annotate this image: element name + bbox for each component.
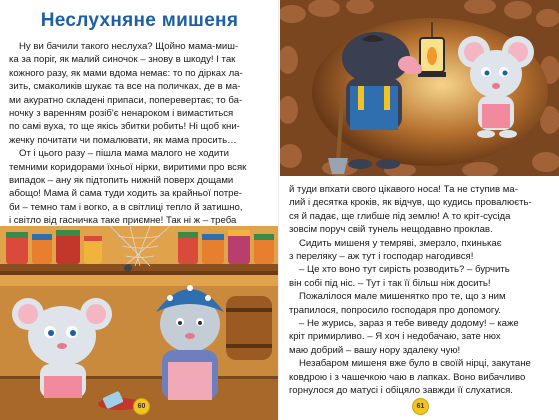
text-line: – Це хто воно тут сирість розводить? – бурчить xyxy=(299,264,510,276)
text-line: зовсім поруч свій тунель нещодавно проклав. xyxy=(289,224,493,236)
page-number-badge: 60 xyxy=(133,398,150,415)
text-line: і світло від гасничка таке приємне! Так ні ж – треба xyxy=(9,215,237,227)
tunnel-illustration xyxy=(280,0,559,176)
story-title: Неслухняне мишеня xyxy=(40,10,239,31)
text-line: з переляку – аж тут і господар нагодився! xyxy=(289,251,474,263)
text-line: по самі вуха, то ще якісь збитки робить! Ні щоб кни- xyxy=(9,121,240,133)
text-line: лий і десятка кроків, як відчув, що кудись провалюєть- xyxy=(289,197,532,209)
text-line: горнулося до матусі і обіцяло завжди її слухатися. xyxy=(289,385,513,397)
text-line: Ну ви бачили такого неслуха? Щойно мама-миш- xyxy=(19,41,239,52)
text-line: Сидить мишеня у темряві, змерзло, пхинькає xyxy=(299,237,502,249)
left-page-text xyxy=(9,40,271,228)
left-page xyxy=(0,0,279,420)
text-line: зить, смаколиків шукає та все на поличках, де в ма- xyxy=(9,81,241,93)
right-page-text xyxy=(289,183,553,398)
text-line: Пожалілося мале мишенятко про те, що з ним xyxy=(299,291,506,303)
text-line: От і цього разу – пішла мама малого не ходити xyxy=(19,148,229,160)
pantry-illustration xyxy=(0,226,279,420)
text-line: темними коридорами їхньої нірки, виритими про всяк xyxy=(9,161,247,173)
right-page xyxy=(280,0,559,420)
text-line: Незабаром мишеня вже було в своїй нірці, закутане xyxy=(299,358,531,370)
text-line: – Не журись, зараз я тебе виведу додому! – каже xyxy=(299,318,519,330)
text-line: він собі під ніс. – Тут і так її більш ніж досить! xyxy=(289,277,491,289)
text-line: маю добрий – вашу нору здалеку чую! xyxy=(289,344,461,356)
text-line: абощо! Мама й сама туди ходить за крайньої потре- xyxy=(9,188,243,200)
text-line: ми акуратно складені припаси, поперевертає; то ба- xyxy=(9,94,243,106)
text-line: кріт примирливо. – Я хоч і недобачаю, зате нюх xyxy=(289,331,501,343)
text-line: ся й падає, ще глибше під землю! А то кріт-сусіда xyxy=(289,210,511,222)
text-line: ка за поріг, як малий синочок – знову в шкоду! І так xyxy=(9,54,236,66)
text-line: ковдрою і з чашечкою чаю в лапках. Воно вибачливо xyxy=(289,371,526,383)
text-line: жечку почитати чи помалювати, як мама просить… xyxy=(9,134,237,146)
text-line: би – темно там і вогко, а в світлиці тепло й затишно, xyxy=(9,201,243,213)
text-line: й туди впхати свого цікавого носа! Та не ступив ма- xyxy=(289,184,518,195)
text-line: ночку з варенням розіб'є ненароком і вимаститься xyxy=(9,108,234,120)
page-number-badge: 61 xyxy=(412,398,429,415)
text-line: трапилося, попросило господаря про допомогу. xyxy=(289,304,501,316)
text-line: випадок – ану як підтопить нижній поверх дощами xyxy=(9,175,234,187)
text-line: кожного разу, як мами вдома немає: то по дірках ла- xyxy=(9,67,243,79)
